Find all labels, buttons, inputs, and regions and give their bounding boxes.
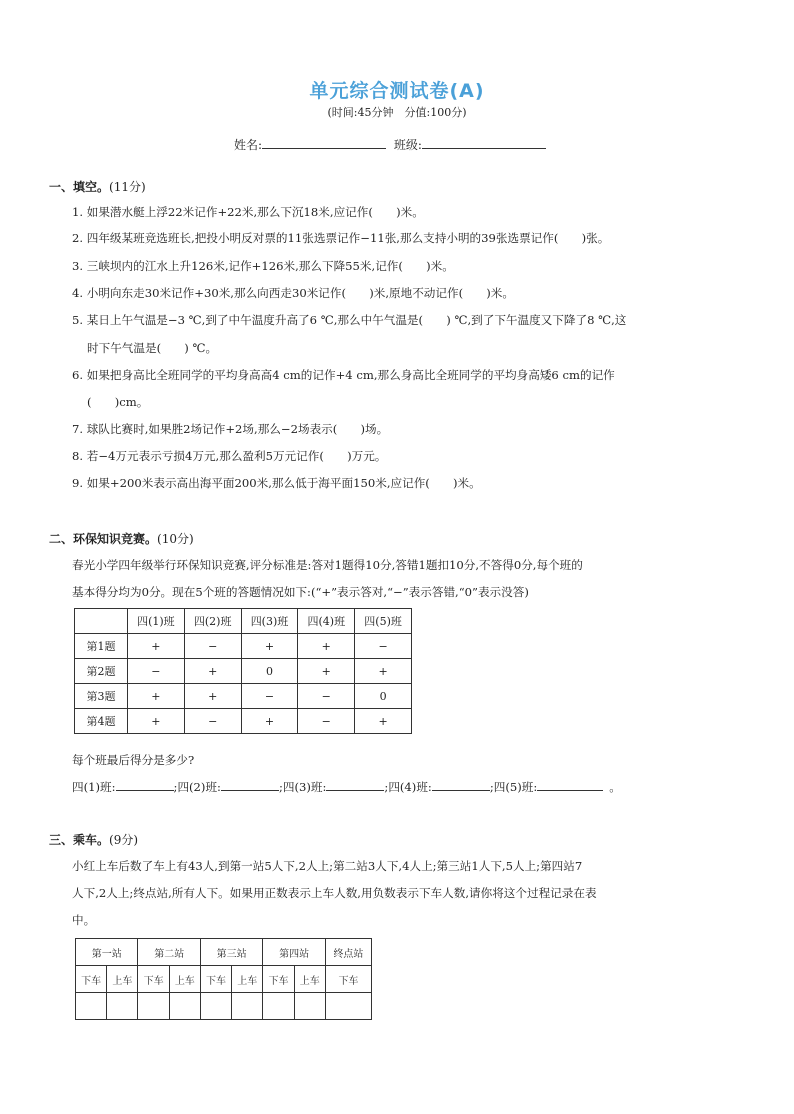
section-2-intro-2: 基本得分均为0分。现在5个班的答题情况如下:(“+”表示答对,“−”表示答错,“0”表示没答) bbox=[72, 585, 529, 599]
answer-cell[interactable] bbox=[325, 993, 371, 1020]
table-header-row bbox=[75, 609, 412, 634]
section-3-text-2: 人下,2人上;终点站,所有人下。如果用正数表示上车人数,用负数表示下车人数,请你将这个过程记录在表 bbox=[72, 886, 597, 900]
table-cell: − bbox=[298, 709, 355, 734]
section-2-question: 每个班最后得分是多少? bbox=[72, 753, 195, 767]
question-6-cont: ( )cm。 bbox=[87, 395, 149, 409]
table-cell: − bbox=[355, 634, 412, 659]
question-6: 6. 如果把身高比全班同学的平均身高高4 cm的记作+4 cm,那么身高比全班同学的平均身高矮6 cm的记作 bbox=[72, 368, 615, 382]
table-row bbox=[75, 709, 412, 734]
answer-separator: ; bbox=[173, 780, 178, 794]
table-cell: + bbox=[184, 659, 241, 684]
table-cell: 0 bbox=[241, 659, 298, 684]
table-header-row bbox=[76, 939, 372, 966]
table-cell: + bbox=[128, 684, 185, 709]
up-label: 上车 bbox=[294, 966, 325, 993]
station-header: 终点站 bbox=[325, 939, 371, 966]
table-cell: + bbox=[184, 684, 241, 709]
answer-cell[interactable] bbox=[169, 993, 200, 1020]
table-cell: 第4题 bbox=[75, 709, 128, 734]
bus-record-table bbox=[75, 938, 372, 1020]
section-3-heading bbox=[49, 831, 138, 848]
answer-row bbox=[76, 993, 372, 1020]
answer-cell[interactable] bbox=[200, 993, 231, 1020]
station-header: 第一站 bbox=[76, 939, 138, 966]
answer-cell[interactable] bbox=[107, 993, 138, 1020]
table-header-cell: 四(3)班 bbox=[241, 609, 298, 634]
table-cell: + bbox=[241, 634, 298, 659]
answer-label-c2: 四(2)班: bbox=[177, 780, 221, 794]
station-header: 第三站 bbox=[200, 939, 262, 966]
down-label: 下车 bbox=[76, 966, 107, 993]
answer-separator: ; bbox=[384, 780, 389, 794]
table-header-cell: 四(4)班 bbox=[298, 609, 355, 634]
table-cell: − bbox=[184, 634, 241, 659]
table-header-cell: 四(1)班 bbox=[128, 609, 185, 634]
table-cell: 第1题 bbox=[75, 634, 128, 659]
question-5: 5. 某日上午气温是−3 ℃,到了中午温度升高了6 ℃,那么中午气温是( ) ℃,到了下午温度又下降了8 ℃,这 bbox=[72, 313, 627, 327]
table-cell: + bbox=[298, 659, 355, 684]
table-cell: 第3题 bbox=[75, 684, 128, 709]
table-header-cell: 四(5)班 bbox=[355, 609, 412, 634]
table-cell: 0 bbox=[355, 684, 412, 709]
section-1-points: (11分) bbox=[109, 180, 146, 194]
answer-cell[interactable] bbox=[232, 993, 263, 1020]
answer-blank-c4[interactable] bbox=[432, 778, 490, 791]
table-cell: − bbox=[241, 684, 298, 709]
section-2-title: 二、环保知识竞赛。 bbox=[49, 532, 158, 546]
answer-label-c5: 四(5)班: bbox=[493, 780, 538, 794]
table-cell: − bbox=[128, 659, 185, 684]
question-5-cont: 时下午气温是( ) ℃。 bbox=[87, 341, 218, 355]
table-cell: + bbox=[128, 709, 185, 734]
table-cell: + bbox=[298, 634, 355, 659]
table-cell: + bbox=[355, 659, 412, 684]
up-label: 上车 bbox=[107, 966, 138, 993]
question-2: 2. 四年级某班竞选班长,把投小明反对票的11张选票记作−11张,那么支持小明的39张选票记作( )张。 bbox=[72, 231, 610, 245]
answer-label-c4: 四(4)班: bbox=[388, 780, 432, 794]
answer-cell[interactable] bbox=[294, 993, 325, 1020]
section-2-heading bbox=[49, 530, 194, 547]
section-3-text-1: 小红上车后数了车上有43人,到第一站5人下,2人上;第二站3人下,4人上;第三站1人下,5人上;第四站7 bbox=[72, 859, 583, 873]
section-3-title: 三、乘车。 bbox=[49, 833, 110, 847]
table-cell: + bbox=[241, 709, 298, 734]
question-3: 3. 三峡坝内的江水上升126米,记作+126米,那么下降55米,记作( )米。 bbox=[72, 259, 454, 273]
question-7: 7. 球队比赛时,如果胜2场记作+2场,那么−2场表示( )场。 bbox=[72, 422, 389, 436]
answer-status-table bbox=[74, 608, 412, 734]
name-label: 姓名: bbox=[234, 138, 263, 152]
class-label: 班级: bbox=[393, 138, 422, 152]
section-2-points: (10分) bbox=[157, 532, 194, 546]
answer-separator: ; bbox=[278, 780, 283, 794]
table-cell: − bbox=[298, 684, 355, 709]
table-cell: + bbox=[128, 634, 185, 659]
table-header-cell: 四(2)班 bbox=[184, 609, 241, 634]
question-9: 9. 如果+200米表示高出海平面200米,那么低于海平面150米,应记作( )米。 bbox=[72, 476, 481, 490]
section-3-text-3: 中。 bbox=[72, 913, 96, 927]
table-row bbox=[75, 634, 412, 659]
exam-subtitle: (时间:45分钟 分值:100分) bbox=[327, 106, 467, 119]
section-3-points: (9分) bbox=[109, 833, 139, 847]
down-label: 下车 bbox=[200, 966, 231, 993]
class-blank[interactable] bbox=[422, 136, 546, 149]
answer-blank-c5[interactable] bbox=[537, 778, 603, 791]
section-1-heading bbox=[49, 178, 146, 195]
section-2-answer-line bbox=[72, 778, 621, 795]
table-subheader-row bbox=[76, 966, 372, 993]
answer-blank-c2[interactable] bbox=[221, 778, 279, 791]
answer-separator: ; bbox=[489, 780, 494, 794]
table-row bbox=[75, 659, 412, 684]
answer-cell[interactable] bbox=[138, 993, 169, 1020]
answer-label-c3: 四(3)班: bbox=[282, 780, 327, 794]
name-blank[interactable] bbox=[262, 136, 386, 149]
answer-cell[interactable] bbox=[76, 993, 107, 1020]
question-4: 4. 小明向东走30米记作+30米,那么向西走30米记作( )米,原地不动记作( )米。 bbox=[72, 286, 514, 300]
section-1-title: 一、填空。 bbox=[49, 180, 110, 194]
answer-cell[interactable] bbox=[263, 993, 294, 1020]
question-1: 1. 如果潜水艇上浮22米记作+22米,那么下沉18米,应记作( )米。 bbox=[72, 205, 424, 219]
table-cell: + bbox=[355, 709, 412, 734]
question-8: 8. 若−4万元表示亏损4万元,那么盈利5万元记作( )万元。 bbox=[72, 449, 387, 463]
answer-end: 。 bbox=[609, 780, 621, 794]
up-label: 上车 bbox=[169, 966, 200, 993]
student-info-line bbox=[234, 136, 546, 153]
down-label: 下车 bbox=[263, 966, 294, 993]
down-label: 下车 bbox=[325, 966, 371, 993]
station-header: 第四站 bbox=[263, 939, 325, 966]
answer-label-c1: 四(1)班: bbox=[72, 780, 116, 794]
section-2-intro-1: 春光小学四年级举行环保知识竞赛,评分标准是:答对1题得10分,答错1题扣10分,不答得0分,每个班的 bbox=[72, 558, 583, 572]
answer-blank-c3[interactable] bbox=[326, 778, 384, 791]
answer-blank-c1[interactable] bbox=[116, 778, 174, 791]
down-label: 下车 bbox=[138, 966, 169, 993]
table-row bbox=[75, 684, 412, 709]
table-cell: − bbox=[184, 709, 241, 734]
station-header: 第二站 bbox=[138, 939, 200, 966]
table-cell: 第2题 bbox=[75, 659, 128, 684]
up-label: 上车 bbox=[232, 966, 263, 993]
table-header-cell bbox=[75, 609, 128, 634]
page-title: 单元综合测试卷(A) bbox=[309, 80, 485, 102]
